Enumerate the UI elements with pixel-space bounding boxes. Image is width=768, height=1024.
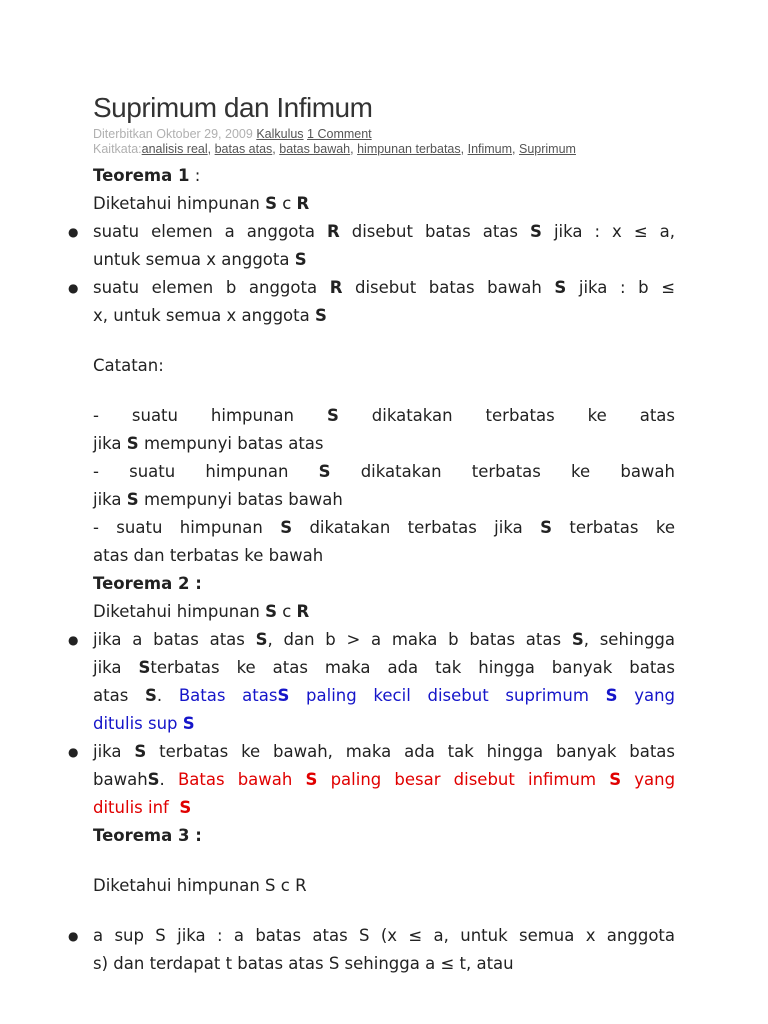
list-item-continuation: bawahS. Batas bawah S paling besar disebut infimum S yang (93, 770, 676, 789)
list-item-continuation: atas S. Batas atasS paling kecil disebut suprimum S yang (93, 686, 676, 705)
published-date: Diterbitkan Oktober 29, 2009 (93, 127, 253, 141)
bullet-icon: ● (68, 633, 79, 647)
tag-link[interactable]: batas atas (214, 142, 273, 156)
tag-link[interactable]: Suprimum (519, 142, 576, 156)
list-item: ● a sup S jika : a batas atas S (x ≤ a, untuk semua x anggota (93, 922, 675, 950)
list-item-continuation: untuk semua x anggota S (93, 250, 307, 269)
theorem-2-heading: Teorema 2 : (93, 574, 202, 593)
note-line: jika S mempunyi batas bawah (93, 490, 343, 509)
tag-link[interactable]: analisis real (141, 142, 208, 156)
bullet-icon: ● (68, 281, 79, 295)
note-line: jika S mempunyi batas atas (93, 434, 324, 453)
note-line: atas dan terbatas ke bawah (93, 546, 324, 565)
list-item: ● suatu elemen a anggota R disebut batas atas S jika : x ≤ a, (93, 218, 675, 246)
comments-link[interactable]: 1 Comment (307, 127, 372, 141)
page-title: Suprimum dan Infimum (93, 92, 373, 123)
list-item: ● jika a batas atas S, dan b > a maka b batas atas S, sehingga (93, 626, 675, 654)
theorem-3-given: Diketahui himpunan S c R (93, 876, 307, 895)
post-meta-published (93, 127, 372, 142)
list-item: ● suatu elemen b anggota R disebut batas bawah S jika : b ≤ (93, 274, 675, 302)
list-item-continuation: jika Sterbatas ke atas maka ada tak hingga banyak batas (93, 658, 675, 677)
note-line: - suatu himpunan S dikatakan terbatas ke bawah (93, 462, 675, 481)
list-item-continuation: s) dan terdapat t batas atas S sehingga a ≤ t, atau (93, 954, 514, 973)
note-line: - suatu himpunan S dikatakan terbatas ke atas (93, 406, 675, 425)
tag-link[interactable]: batas bawah (279, 142, 351, 156)
bullet-icon: ● (68, 929, 79, 943)
tag-link[interactable]: Infimum (467, 142, 513, 156)
theorem-1-given: Diketahui himpunan S c R (93, 194, 310, 213)
article-body (68, 162, 676, 978)
tag-link[interactable]: himpunan terbatas (357, 142, 461, 156)
list-item-continuation: x, untuk semua x anggota S (93, 306, 327, 325)
tags-label: Kaitkata: (93, 142, 142, 156)
note-label: Catatan: (93, 356, 164, 375)
infimum-definition: Batas bawah S paling besar disebut infimum S yang (177, 770, 676, 789)
list-item: ● jika S terbatas ke bawah, maka ada tak hingga banyak batas (93, 738, 675, 766)
theorem-3-heading: Teorema 3 : (93, 826, 202, 845)
bullet-icon: ● (68, 225, 79, 239)
bullet-icon: ● (68, 745, 79, 759)
suprimum-definition: Batas atasS paling kecil disebut suprimum S yang (178, 686, 676, 705)
theorem-1-heading: Teorema 1 : (93, 166, 201, 185)
theorem-2-given: Diketahui himpunan S c R (93, 602, 310, 621)
list-item-continuation: ditulis inf S (93, 798, 192, 817)
category-link[interactable]: Kalkulus (256, 127, 304, 141)
list-item-continuation: ditulis sup S (93, 714, 195, 733)
post-meta-tags: Kaitkata:analisis real, batas atas, batas bawah, himpunan terbatas, Infimum, Suprimum (93, 142, 576, 156)
note-line: - suatu himpunan S dikatakan terbatas jika S terbatas ke (93, 518, 675, 537)
